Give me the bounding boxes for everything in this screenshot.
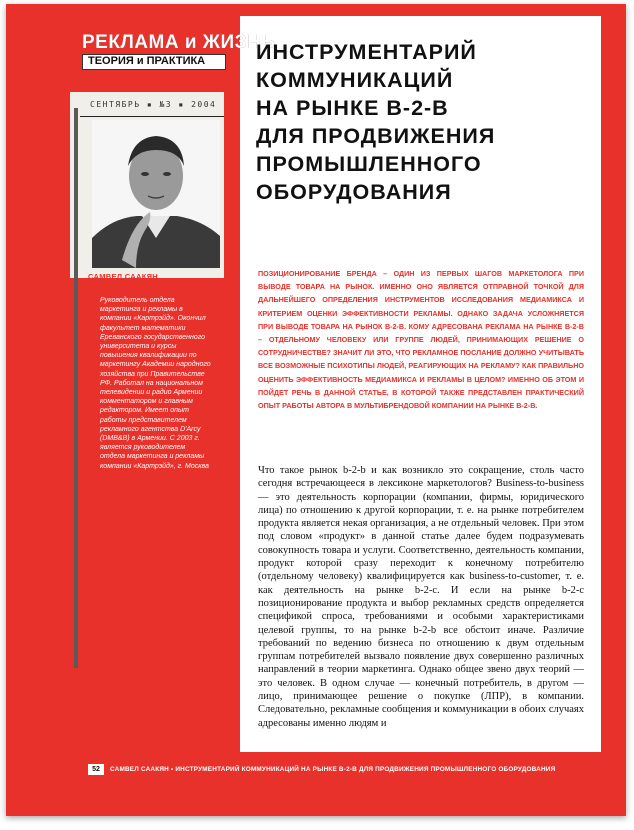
title-line: КОММУНИКАЦИЙ — [256, 68, 454, 92]
magazine-logo: РЕКЛАМА и ЖИЗНЬ — [82, 32, 276, 53]
title-line: ПРОМЫШЛЕННОГО — [256, 152, 482, 176]
author-bio: Руководитель отдела маркетинга и рекламы в компании «Картрэйд». Окончил факультет математики Ереванского государственного университета и курсы повышения квалификации по маркетингу Академии народного хозяйства при Правительстве РФ. Работал на национальном телевидении и радио Армении комментатором и главным редактором. Имеет опыт работы представителем рекламного агентства D'Arcy (DMB&B) в Армении. С 2003 г. является руководителем отдела маркетинга и рекламы компании «Картрэйд», г. Москва — [100, 297, 211, 470]
article-title — [256, 38, 586, 206]
magazine-subtitle: ТЕОРИЯ и ПРАКТИКА — [88, 55, 206, 67]
issue-date: СЕНТЯБРЬ ▪ №3 ▪ 2004 — [90, 100, 217, 109]
title-line: ДЛЯ ПРОДВИЖЕНИЯ — [256, 124, 496, 148]
running-footer: САМВЕЛ СААКЯН ▪ ИНСТРУМЕНТАРИЙ КОММУНИКАЦИЙ НА РЫНКЕ В-2-В ДЛЯ ПРОДВИЖЕНИЯ ПРОМЫШЛЕННОГО ОБОРУДОВАНИЯ — [110, 766, 556, 773]
magazine-page — [6, 4, 626, 816]
author-photo — [92, 120, 220, 268]
page-number: 52 — [88, 764, 104, 775]
author-name: САМВЕЛ СААКЯН — [88, 272, 159, 281]
title-line: НА РЫНКЕ В-2-В — [256, 96, 449, 120]
title-line: ОБОРУДОВАНИЯ — [256, 180, 452, 204]
article-body: Что такое рынок b-2-b и как возникло это сокращение, столь часто сегодня встречающееся в лексиконе маркетологов? Business-to-business — это деятельность корпорации (компании, фирмы, юридического лица) по отношению к другой корпорации, т. е. на рынке потребителем продукта является некая организация, а не отдельный человек. При этом под словом «продукт» в данной статье далее будем подразумевать совокупность товара и услуги. Соответственно, деятельность компании, продукт которой сразу переходит к конечному потребителю (отдельному человеку) квалифицируется как business-to-customer, т. е. как деятельность на рынке b-2-c. И если на рынке b-2-c позиционирование продукта и выбор рекламных средств определяется спецификой спроса, требованиями и особыми характеристиками целевой группы, то на рынке b-2-b все обстоит иначе. Различие требований по ведению бизнеса по отношению к двум отдельным группам потребителей вызвало появление двух совершенно различных направлений в теории маркетинга. Однако общее звено двух теорий — это человек. В одном случае — конечный потребитель, в другом — лицо, принимающее решение о покупке (ЛПР), в компании. Следовательно, рекламные сообщения и коммуникации в обоих случаях адресованы именно людям и — [258, 465, 584, 729]
issue-rule — [80, 116, 224, 117]
article-lead: ПОЗИЦИОНИРОВАНИЕ БРЕНДА – ОДИН ИЗ ПЕРВЫХ ШАГОВ МАРКЕТОЛОГА ПРИ ВЫВОДЕ ТОВАРА НА РЫНОК. ИМЕННО ОНО ЯВЛЯЕТСЯ ОТПРАВНОЙ ТОЧКОЙ ДЛЯ ДАЛЬНЕЙШЕГО ОПРЕДЕЛЕНИЯ ИНСТРУМЕНТОВ ИССЛЕДОВАНИЯ МЕДИАМИКСА И КРИТЕРИЕМ ОЦЕНКИ ЭФФЕКТИВНОСТИ РЕКЛАМЫ. ОДНАКО ЗАДАЧА УСЛОЖНЯЕТСЯ ПРИ ВЫВОДЕ ТОВАРА НА РЫНОК В-2-В. КОМУ АДРЕСОВАНА РЕКЛАМА НА РЫНКЕ В-2-В – ОТДЕЛЬНОМУ ЧЕЛОВЕКУ ИЛИ ГРУППЕ ЛЮДЕЙ, ПРИНИМАЮЩИХ РЕШЕНИЕ О СОТРУДНИЧЕСТВЕ? ЗНАЧИТ ЛИ ЭТО, ЧТО РЕКЛАМНОЕ ПОСЛАНИЕ ДОЛЖНО УЧИТЫВАТЬ ВСЕ ВОЗМОЖНЫЕ ПСИХОТИПЫ ЛЮДЕЙ, РЕАГИРУЮЩИХ НА РЕКЛАМУ? КАК ПРАВИЛЬНО ОЦЕНИТЬ ЭФФЕКТИВНОСТЬ МЕДИАМИКСА И РЕКЛАМЫ В ЦЕЛОМ? ИМЕННО ОБ ЭТОМ И ПОЙДЕТ РЕЧЬ В ДАННОЙ СТАТЬЕ, В КОТОРОЙ ТАКЖЕ ПРЕДСТАВЛЕН ПРАКТИЧЕСКИЙ ОПЫТ РАБОТЫ АВТОРА В МУЛЬТИБРЕНДОВОЙ КОМПАНИИ НА РЫНКЕ В-2-В. — [258, 269, 584, 411]
vertical-rule — [74, 108, 78, 668]
title-line: ИНСТРУМЕНТАРИЙ — [256, 40, 477, 64]
